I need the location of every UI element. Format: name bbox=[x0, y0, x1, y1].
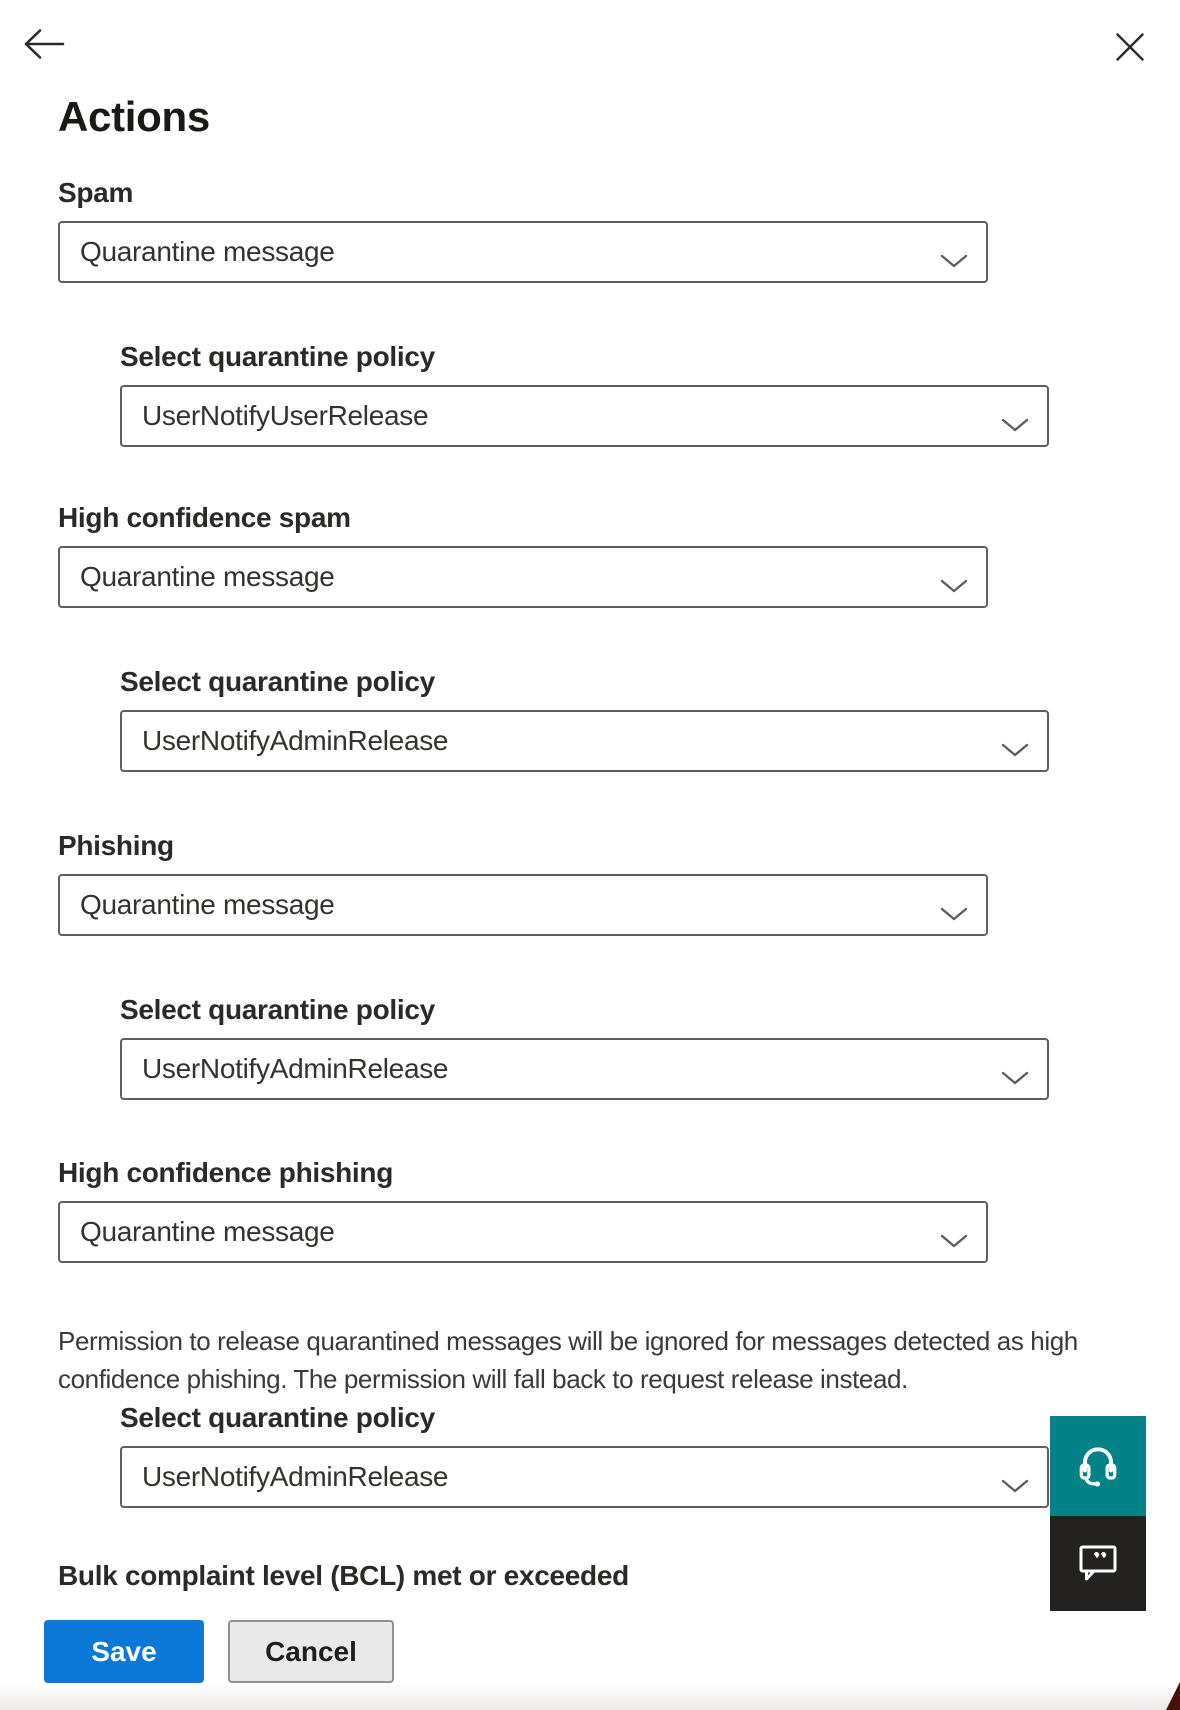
hcp-quarantine-policy-dropdown[interactable] bbox=[120, 1446, 1049, 1508]
section-label: Spam bbox=[58, 177, 134, 208]
chevron-down-icon bbox=[1001, 1061, 1029, 1093]
spam-quarantine-policy-dropdown[interactable] bbox=[120, 385, 1049, 447]
section-label: High confidence spam bbox=[58, 502, 351, 533]
section-spam-quarantine-policy bbox=[120, 337, 1049, 431]
chevron-down-icon bbox=[940, 244, 968, 276]
cancel-button[interactable]: Cancel bbox=[228, 1620, 394, 1683]
chevron-down-icon bbox=[940, 569, 968, 601]
high-confidence-phishing-note: Permission to release quarantined messages will be ignored for messages detected as high confidence phishing. The permission will fall back to request release instead. bbox=[58, 1326, 1078, 1394]
section-high-confidence-spam bbox=[58, 498, 988, 592]
panel-bottom-shadow bbox=[0, 1684, 1180, 1710]
section-label: Select quarantine policy bbox=[120, 341, 435, 372]
dropdown-value: UserNotifyAdminRelease bbox=[142, 1053, 449, 1084]
section-phishing-quarantine-policy bbox=[120, 990, 1049, 1084]
section-label: Phishing bbox=[58, 830, 174, 861]
chevron-down-icon bbox=[940, 897, 968, 929]
save-button[interactable]: Save bbox=[44, 1620, 204, 1683]
chevron-down-icon bbox=[1001, 1469, 1029, 1501]
section-high-confidence-phishing bbox=[58, 1153, 988, 1247]
dropdown-value: Quarantine message bbox=[80, 236, 335, 267]
high-confidence-spam-action-dropdown[interactable] bbox=[58, 546, 988, 608]
section-label: Select quarantine policy bbox=[120, 1402, 435, 1433]
phishing-action-dropdown[interactable] bbox=[58, 874, 988, 936]
feedback-button[interactable] bbox=[1050, 1516, 1146, 1611]
section-label-bulk-complaint-level: Bulk complaint level (BCL) met or exceeded bbox=[58, 1560, 629, 1591]
dropdown-value: Quarantine message bbox=[80, 1216, 335, 1247]
section-phishing bbox=[58, 826, 988, 920]
chevron-down-icon bbox=[1001, 408, 1029, 440]
page-title: Actions bbox=[58, 93, 210, 140]
section-label: Select quarantine policy bbox=[120, 666, 435, 697]
close-button[interactable] bbox=[1112, 30, 1148, 64]
dropdown-value: UserNotifyUserRelease bbox=[142, 400, 429, 431]
dropdown-value: Quarantine message bbox=[80, 561, 335, 592]
dropdown-value: UserNotifyAdminRelease bbox=[142, 1461, 449, 1492]
spam-action-dropdown[interactable] bbox=[58, 221, 988, 283]
hcs-quarantine-policy-dropdown[interactable] bbox=[120, 710, 1049, 772]
phishing-quarantine-policy-dropdown[interactable] bbox=[120, 1038, 1049, 1100]
dropdown-value: Quarantine message bbox=[80, 889, 335, 920]
back-button[interactable] bbox=[20, 24, 68, 64]
headset-icon bbox=[1072, 1439, 1124, 1494]
section-spam bbox=[58, 173, 988, 267]
help-button[interactable] bbox=[1050, 1416, 1146, 1516]
close-x-icon bbox=[1115, 50, 1145, 65]
section-hcp-quarantine-policy bbox=[120, 1398, 1049, 1492]
dropdown-value: UserNotifyAdminRelease bbox=[142, 725, 449, 756]
chevron-down-icon bbox=[940, 1224, 968, 1256]
chevron-down-icon bbox=[1001, 733, 1029, 765]
background-corner-decoration bbox=[1166, 1682, 1180, 1710]
section-label: Select quarantine policy bbox=[120, 994, 435, 1025]
high-confidence-phishing-action-dropdown[interactable] bbox=[58, 1201, 988, 1263]
section-hcs-quarantine-policy bbox=[120, 662, 1049, 756]
section-label: High confidence phishing bbox=[58, 1157, 394, 1188]
arrow-left-icon bbox=[22, 50, 66, 65]
chat-bubble-icon bbox=[1074, 1538, 1122, 1589]
